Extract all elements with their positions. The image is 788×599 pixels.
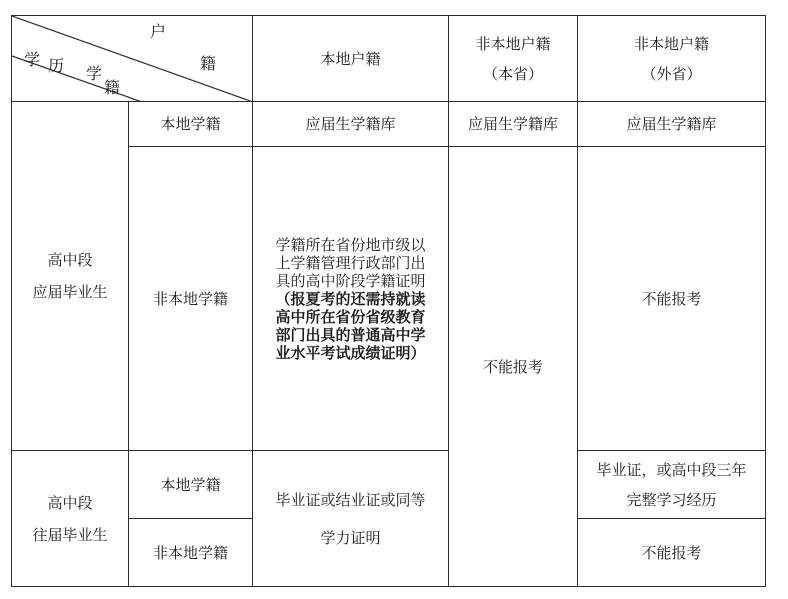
xueli-char-2: 历 — [48, 56, 65, 75]
requirement-line: 具的高中阶段学籍证明 — [275, 271, 426, 290]
cell-g2-nonlocal-out-province: 不能报考 — [578, 519, 766, 587]
row-group-label-line: 高中段 — [47, 493, 93, 512]
col-header-line: （本省） — [482, 64, 543, 83]
col-header-nonlocal-out-province — [578, 16, 766, 102]
row-group-label-line: 应届毕业生 — [32, 283, 108, 301]
cell-in-province-cannot-apply: 不能报考 — [449, 147, 578, 587]
requirement-line: 上学籍管理行政部门出 — [275, 253, 426, 272]
col-header-nonlocal-in-province — [449, 16, 578, 102]
cell-g1-nonlocal-out-province: 不能报考 — [578, 147, 766, 451]
cell-g1-local-local-hukou: 应届生学籍库 — [253, 102, 449, 147]
diagonal-header-cell — [12, 16, 253, 102]
row-label-nonlocal-xueji: 非本地学籍 — [129, 519, 253, 587]
xueji-char-1: 学 — [86, 64, 103, 83]
row-group-current-graduates — [12, 102, 129, 451]
row-group-label-line: 往届毕业生 — [32, 525, 108, 544]
col-header-line: 非本地户籍 — [633, 34, 709, 53]
requirement-line: 完整学习经历 — [626, 490, 717, 509]
col-header-line: 非本地户籍 — [475, 34, 551, 53]
hukou-char-1: 户 — [150, 22, 167, 41]
cell-g1-local-in-province: 应届生学籍库 — [449, 102, 578, 147]
admission-requirements-table — [11, 15, 766, 587]
col-header-line: （外省） — [641, 64, 702, 83]
row-label-local-xueji: 本地学籍 — [129, 102, 253, 147]
cell-g2-local-hukou — [253, 451, 449, 587]
requirement-line-bold: 部门出具的普通高中学 — [275, 325, 426, 344]
cell-g1-nonlocal-local-hukou — [253, 147, 449, 451]
requirement-line: 学籍所在省份地市级以 — [275, 235, 426, 254]
row-group-label-line: 高中段 — [47, 251, 93, 269]
cell-g1-local-out-province: 应届生学籍库 — [578, 102, 766, 147]
xueji-char-2: 籍 — [104, 78, 121, 97]
row-group-past-graduates — [12, 451, 129, 587]
requirement-line-bold: （报夏考的还需持就读 — [275, 289, 426, 308]
col-header-local-hukou: 本地户籍 — [253, 16, 449, 102]
requirement-line-bold: 业水平考试成绩证明） — [275, 343, 426, 362]
row-label-local-xueji: 本地学籍 — [129, 451, 253, 519]
hukou-char-2: 籍 — [200, 54, 217, 73]
requirement-line: 学力证明 — [320, 528, 381, 547]
requirement-line-bold: 高中所在省份省级教育 — [275, 307, 426, 326]
xueli-char-1: 学 — [24, 50, 41, 69]
requirement-line: 毕业证，或高中段三年 — [596, 460, 747, 479]
requirement-line: 毕业证或结业证或同等 — [275, 490, 426, 509]
cell-g2-local-out-province — [578, 451, 766, 519]
row-label-nonlocal-xueji: 非本地学籍 — [129, 147, 253, 451]
